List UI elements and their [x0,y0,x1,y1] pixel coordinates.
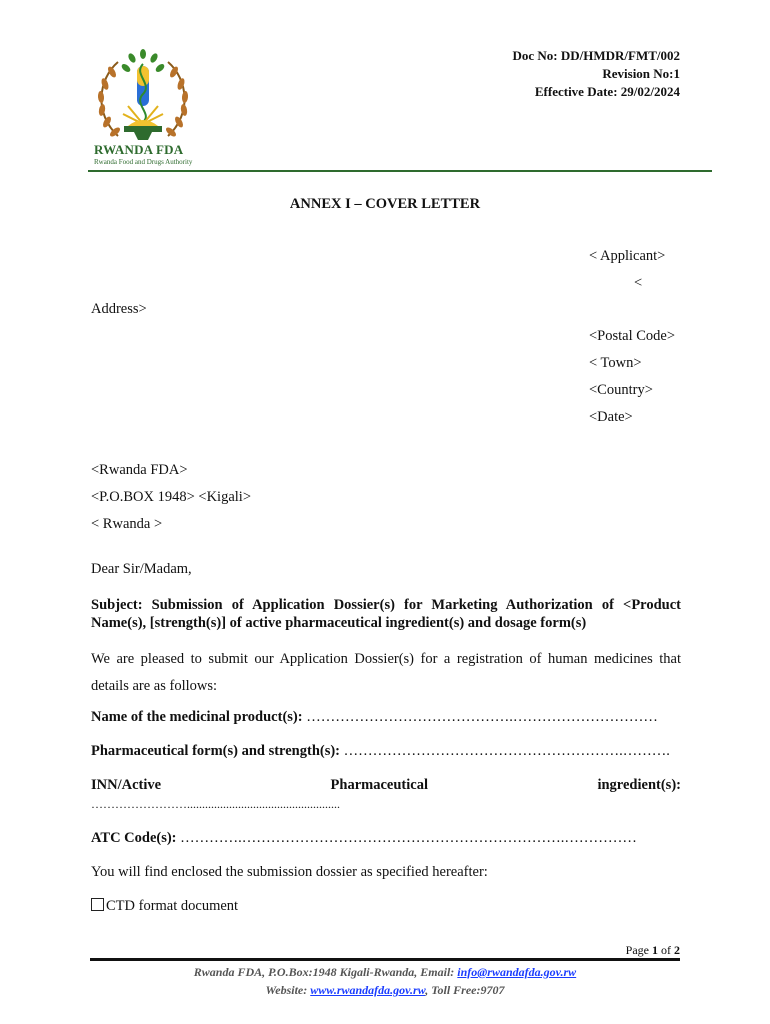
org-name: RWANDA FDA [94,142,184,157]
doc-number: Doc No: DD/HMDR/FMT/002 [512,48,680,63]
medicinal-product-label: Name of the medicinal product(s): [91,709,303,725]
pharmaceutical-form-field [91,743,681,760]
footer-contact-line [0,965,770,980]
inn-label-part3: ingredient(s): [597,777,681,793]
footer-email-link[interactable]: info@rwandafda.gov.rw [457,965,577,979]
recipient-address: <P.O.BOX 1948> <Kigali> [91,489,251,505]
footer-divider [90,958,680,961]
ctd-checkbox[interactable] [91,898,104,911]
applicant-address-start: < [634,275,643,291]
footer-toll-free: , Toll Free:9707 [425,983,505,997]
page-current: 1 [652,943,658,957]
page-number [626,943,680,958]
pharmaceutical-form-label: Pharmaceutical form(s) and strength(s): [91,743,341,759]
salutation: Dear Sir/Madam, [91,561,192,577]
inn-label-part2: Pharmaceutical [330,777,428,793]
recipient-country: < Rwanda > [91,516,163,532]
footer-website-line [0,983,770,998]
page-total: 2 [674,943,680,957]
recipient-name: <Rwanda FDA> [91,462,188,478]
effective-date: Effective Date: 29/02/2024 [534,84,680,99]
revision-number: Revision No:1 [602,66,680,81]
ctd-checkbox-row[interactable] [91,898,238,915]
header-divider [88,170,712,172]
atc-code-dots: ………….………………………………………………………….…………… [176,830,637,846]
page-prefix: Page [625,943,652,957]
inn-dots: ……………………................................................... [91,797,340,811]
pharmaceutical-form-dots: ………………………………………………….………. [340,743,670,759]
atc-code-label: ATC Code(s): [91,830,177,846]
ctd-checkbox-label: CTD format document [106,898,239,914]
intro-paragraph: We are pleased to submit our Application Dossier(s) for a registration of human medicines that details are as follows: [91,651,681,694]
applicant-country: <Country> [589,382,653,398]
applicant-line: < Applicant> [589,248,666,264]
inn-field [91,777,681,794]
footer-website-prefix: Website: [265,983,311,997]
letter-date: <Date> [589,409,633,425]
page-of: of [658,943,674,957]
atc-code-field [91,830,681,847]
document-info [512,47,680,101]
inn-label-part1: INN/Active [91,777,162,793]
applicant-town: < Town> [589,355,642,371]
page-title: ANNEX I – COVER LETTER [289,196,481,212]
footer-website-link[interactable]: www.rwandafda.gov.rw [310,983,426,997]
medicinal-product-field [91,709,681,726]
enclosed-statement: You will find enclosed the submission dossier as specified hereafter: [91,864,488,880]
medicinal-product-dots: …………………………………….………………………… [302,709,658,725]
subject-line: Subject: Submission of Application Dossier(s) for Marketing Authorization of <Product Name(s), [strength(s)] of active pharmaceutical ingredient(s) and dosage form(s) [91,597,681,631]
applicant-address-end: Address> [91,301,147,317]
org-subtitle: Rwanda Food and Drugs Authority [94,158,193,166]
footer-address: Rwanda FDA, P.O.Box:1948 Kigali-Rwanda, Email: [193,965,458,979]
applicant-postal-code: <Postal Code> [589,328,676,344]
